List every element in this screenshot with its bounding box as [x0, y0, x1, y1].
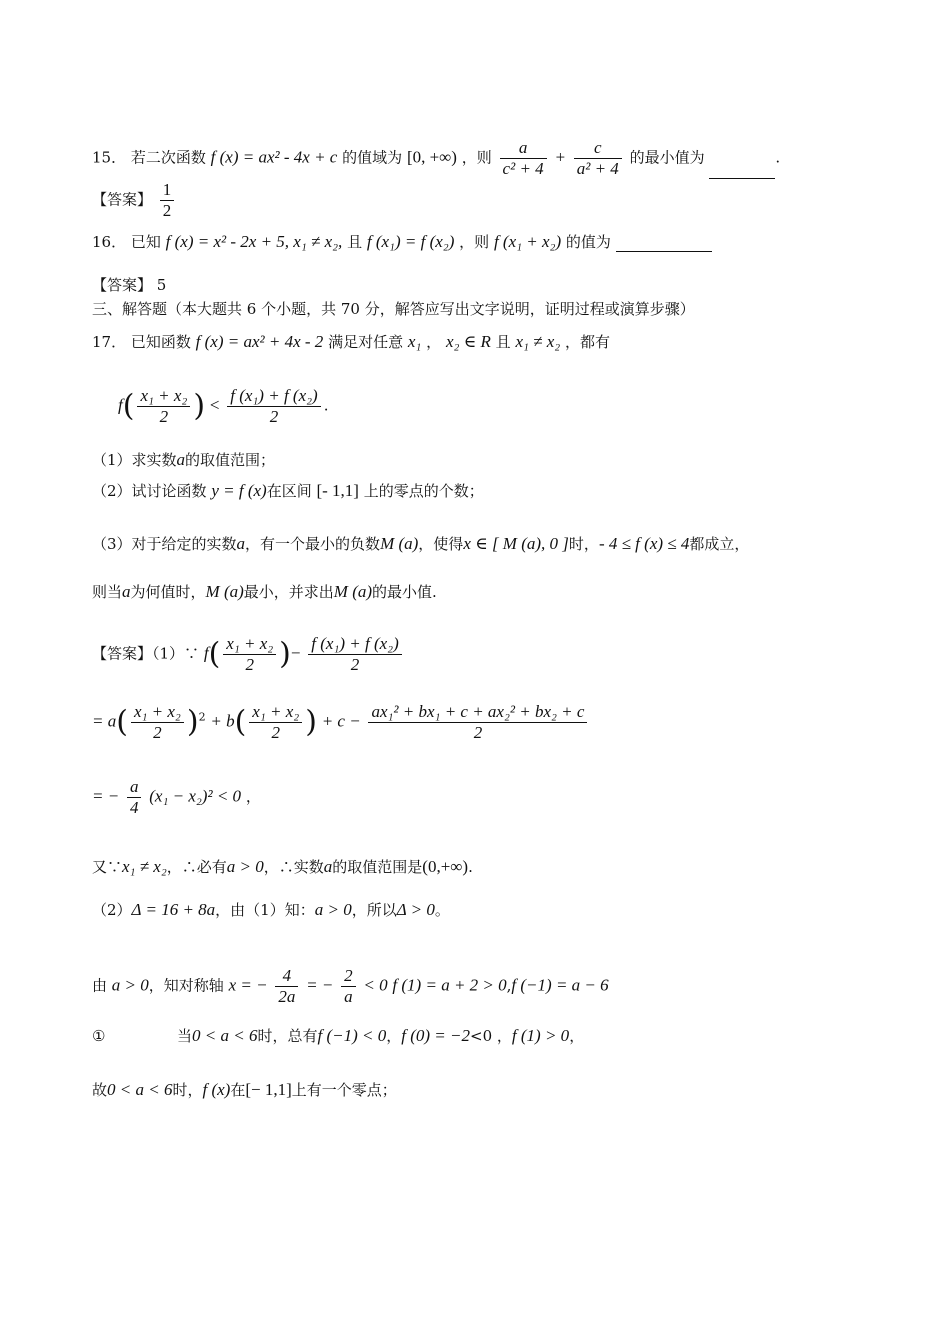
answer-17-line5 — [92, 900, 450, 920]
q17-text: 最小，并求出 — [243, 583, 334, 601]
denominator: 2 — [473, 723, 483, 742]
q17-Ma: M (a) — [380, 534, 419, 553]
text: 时，总有 — [257, 1027, 318, 1045]
answer-16 — [92, 275, 166, 295]
q17-text: 则当 — [92, 583, 123, 601]
text: ，知对称轴 — [148, 976, 224, 995]
q17-Ma: M (a) — [333, 582, 373, 601]
section-heading: 三、解答题（本大题共 6 个小题，共 70 分，解答应写出文字说明，证明过程或演算步骤） — [92, 300, 695, 318]
q15-range: [0, +∞) — [406, 147, 457, 167]
answer-denominator: 2 — [162, 201, 172, 220]
text: ，∴实数 — [263, 858, 324, 876]
expr: a > 0 — [314, 900, 352, 919]
circled-one: ① — [92, 1027, 106, 1045]
q17-denominator: 2 — [159, 407, 169, 426]
q17-number: 17． — [92, 333, 127, 351]
expr: 0 < a < 6 — [107, 1080, 173, 1099]
q17-interval: [- 1,1] — [316, 481, 359, 500]
q17-text: 为何值时， — [130, 583, 206, 601]
text: 故 — [92, 1081, 108, 1099]
numerator: 2 — [341, 966, 356, 987]
q16-text: 已知 — [130, 233, 161, 251]
q17-p2-function: y = f (x) — [211, 481, 267, 500]
denominator: a — [344, 987, 353, 1006]
q15-frac2-numerator: c — [574, 138, 622, 159]
q16-equation: f (x₁) = f (x₂) — [366, 232, 455, 251]
q17-text: 的取值范围； — [185, 451, 276, 469]
q17-function: f (x) = ax² + 4x - 2 — [195, 332, 324, 351]
expr-part: + c − — [321, 711, 361, 731]
q17-part2 — [92, 481, 484, 501]
denominator: 2 — [245, 655, 254, 674]
comma: ， — [386, 1027, 402, 1045]
q17-bound: - 4 ≤ f (x) ≤ 4 — [598, 534, 690, 553]
text: ，由（1）知： — [215, 901, 315, 919]
denominator: 2 — [350, 655, 360, 674]
mean-fraction — [131, 702, 184, 743]
q17-text: 满足对任意 — [328, 333, 404, 351]
f-symbol: f — [203, 643, 209, 663]
expr: 0 < a < 6 — [192, 1026, 258, 1045]
q17-part3-cont — [92, 582, 437, 602]
numerator: x₁ + x₂ — [131, 702, 184, 723]
q17-text: ，都有 — [564, 333, 610, 351]
expr-part: = − — [92, 786, 120, 806]
expr-part: + b — [210, 711, 235, 731]
q17-x2: x₂ ∈ R — [445, 332, 491, 351]
q15-number: 15． — [92, 148, 127, 167]
axis-expr: = − — [306, 975, 334, 995]
numerator: ax₁² + bx₁ + c + ax₂² + bx₂ + c — [368, 702, 587, 723]
q15-line: 15． 若二次函数 f (x) = ax² - 4x + c 的值域为 [0, +∞) ，则 $\frac{a}{\text{c² + 4}}$ + $\frac{c}{\text{a² + 4}}$ 的最小值为 . — [92, 138, 781, 178]
answer-fraction — [160, 180, 175, 221]
numerator: a — [127, 777, 142, 798]
comma: ， — [245, 787, 261, 806]
a-over-4 — [127, 777, 142, 818]
expr: f (0) = −2 — [401, 1026, 471, 1045]
denominator: 2a — [278, 987, 296, 1006]
period: . — [468, 858, 473, 876]
denominator: 4 — [129, 798, 139, 817]
q17-rhs-fraction — [227, 386, 320, 427]
period: . — [323, 396, 329, 415]
q16-text: 的值为 — [565, 233, 611, 251]
q15-fraction-2 — [574, 138, 622, 179]
q17-part3 — [92, 534, 749, 554]
text: 时， — [172, 1081, 203, 1099]
q15-text: ，则 — [461, 148, 492, 167]
q17-text: 在区间 — [266, 482, 312, 500]
answer-numerator: 1 — [160, 180, 175, 201]
answer-17-line1: 【答案】（1）∵ f( $\frac{\text{x₁ + x₂}}{2}$ )− $\frac{\text{f (x₁) + f (x₂)}}{2}$ — [92, 634, 405, 675]
discriminant: Δ = 16 + 8a — [131, 900, 216, 919]
answer-15 — [92, 180, 177, 221]
expr-part: = a — [92, 711, 117, 731]
text: 由 — [92, 976, 108, 995]
text: ，所以 — [351, 901, 397, 919]
q17-text: （3）对于给定的实数 — [92, 535, 237, 553]
var-a: a — [236, 534, 246, 553]
q15-frac1-numerator: a — [500, 138, 547, 159]
denominator: 2 — [153, 723, 162, 742]
two-over-a — [341, 966, 356, 1007]
sum-fraction — [368, 702, 587, 743]
expr: f (−1) < 0 — [317, 1026, 387, 1045]
expr: a > 0 — [226, 857, 264, 876]
rhs-fraction — [308, 634, 401, 675]
answer-blank — [709, 160, 775, 179]
four-over-2a — [275, 966, 298, 1007]
mean-fraction — [223, 634, 276, 675]
q17-numerator: x₁ + x₂ — [137, 386, 190, 407]
q17-text: 都成立， — [689, 535, 750, 553]
answer-blank — [616, 233, 712, 252]
numerator: x₁ + x₂ — [249, 702, 302, 723]
expr: f (x) — [202, 1080, 231, 1099]
expr: a > 0 — [111, 975, 149, 995]
expr-part: (x₁ − x₂)² < 0 — [149, 786, 242, 806]
q15-function: f (x) = ax² - 4x + c — [210, 147, 338, 167]
period: 。 — [434, 901, 450, 919]
numerator: f (x₁) + f (x₂) — [308, 634, 401, 655]
q15-frac1-denominator: c² + 4 — [502, 159, 544, 178]
answer-label: 【答案】 — [92, 276, 153, 294]
q17-text: （1）求实数 — [92, 451, 177, 469]
range: (0,+∞) — [422, 857, 469, 876]
denominator: 2 — [271, 723, 280, 742]
answer-label: 【答案】 — [92, 190, 153, 209]
numerator: x₁ + x₂ — [223, 634, 276, 655]
answer-17-line6 — [92, 966, 609, 1007]
q17-rhs-numerator: f (x₁) + f (x₂) — [227, 386, 320, 407]
answer-17-line4 — [92, 857, 473, 877]
answer-17-line3 — [92, 777, 261, 818]
q16-function: f (x) = x² - 2x + 5, x₁ ≠ x₂, — [165, 232, 343, 251]
q17-text: 已知函数 — [130, 333, 191, 351]
q16-text: 且 — [347, 233, 363, 251]
q15-text: 若二次函数 — [130, 148, 206, 167]
q15-text: 的最小值为 — [629, 148, 705, 167]
q17-text: ， — [426, 333, 442, 351]
q15-text: 的值域为 — [342, 148, 403, 167]
minus-sign: − — [290, 643, 301, 663]
q17-text: 时， — [568, 535, 599, 553]
q17-line — [92, 332, 610, 352]
q16-line — [92, 232, 712, 252]
q17-text: 且 — [495, 333, 511, 351]
text: ，∴必有 — [166, 858, 227, 876]
q17-text: （2）试讨论函数 — [92, 482, 207, 500]
text: 上有一个零点； — [291, 1081, 397, 1099]
q15-fraction-1 — [500, 138, 547, 179]
q17-text: ，使得 — [418, 535, 464, 553]
q16-number: 16． — [92, 233, 127, 251]
q17-mean-fraction — [137, 386, 190, 427]
text: 又∵ — [92, 858, 123, 876]
q17-x1: x₁ — [407, 332, 422, 351]
text: 在 — [230, 1081, 246, 1099]
expr: Δ > 0 — [396, 900, 435, 919]
q17-condition: f( $\frac{\text{x₁ + x₂}}{2}$ ) < $\frac{\text{f (x₁) + f (x₂)}}{2}$ . — [118, 386, 329, 426]
answer-label: 【答案】（1）∵ — [92, 644, 200, 663]
text: 当 — [177, 1027, 193, 1045]
q17-text: ，有一个最小的负数 — [245, 535, 381, 553]
q17-text: 上的零点的个数； — [363, 482, 484, 500]
q17-text: 的最小值. — [372, 583, 437, 601]
answer-value: 5 — [156, 276, 167, 294]
mean-fraction — [249, 702, 302, 743]
q16-text: ，则 — [459, 233, 490, 251]
axis-expr: x = − — [228, 975, 268, 995]
expr: f (1) = a + 2 > 0 — [392, 975, 507, 995]
q15-frac2-denominator: a² + 4 — [576, 159, 619, 178]
expr: x₁ ≠ x₂ — [122, 857, 167, 876]
text: （2） — [92, 901, 132, 919]
q17-f: f — [118, 395, 123, 415]
q17-x-range: x ∈ [ M (a), 0 ] — [463, 534, 569, 553]
interval: [− 1,1] — [245, 1080, 292, 1099]
plus-sign: + — [554, 147, 566, 167]
q17-part1 — [92, 450, 275, 470]
text: <0 ， — [470, 1027, 512, 1045]
numerator: 4 — [275, 966, 298, 987]
answer-17-line7 — [92, 1026, 584, 1046]
var-a: a — [176, 450, 186, 469]
text: 的取值范围是 — [332, 858, 423, 876]
var-a: a — [323, 857, 333, 876]
comma: , — [506, 976, 512, 995]
expr: f (1) > 0 — [511, 1026, 570, 1045]
q16-expression: f (x₁ + x₂) — [493, 232, 562, 251]
q17-rhs-denominator: 2 — [269, 407, 279, 426]
q17-inequality: x₁ ≠ x₂ — [515, 332, 561, 351]
answer-17-line8 — [92, 1080, 397, 1100]
q17-Ma: M (a) — [205, 582, 244, 601]
var-a: a — [122, 582, 131, 601]
comma: ， — [569, 1027, 585, 1045]
less-than: < — [209, 395, 220, 415]
expr: f (−1) = a − 6 — [511, 975, 609, 995]
answer-17-line2: = a( $\frac{\text{x₁ + x₂}}{2}$ )$^2$ + b( $\frac{\text{x₁ + x₂}}{2}$ ) + c − $\frac{\text{ax₁² + bx₁ + c + ax₂² + bx₂ + c}}{2}$ — [92, 702, 590, 743]
expr: < 0 — [363, 975, 388, 995]
